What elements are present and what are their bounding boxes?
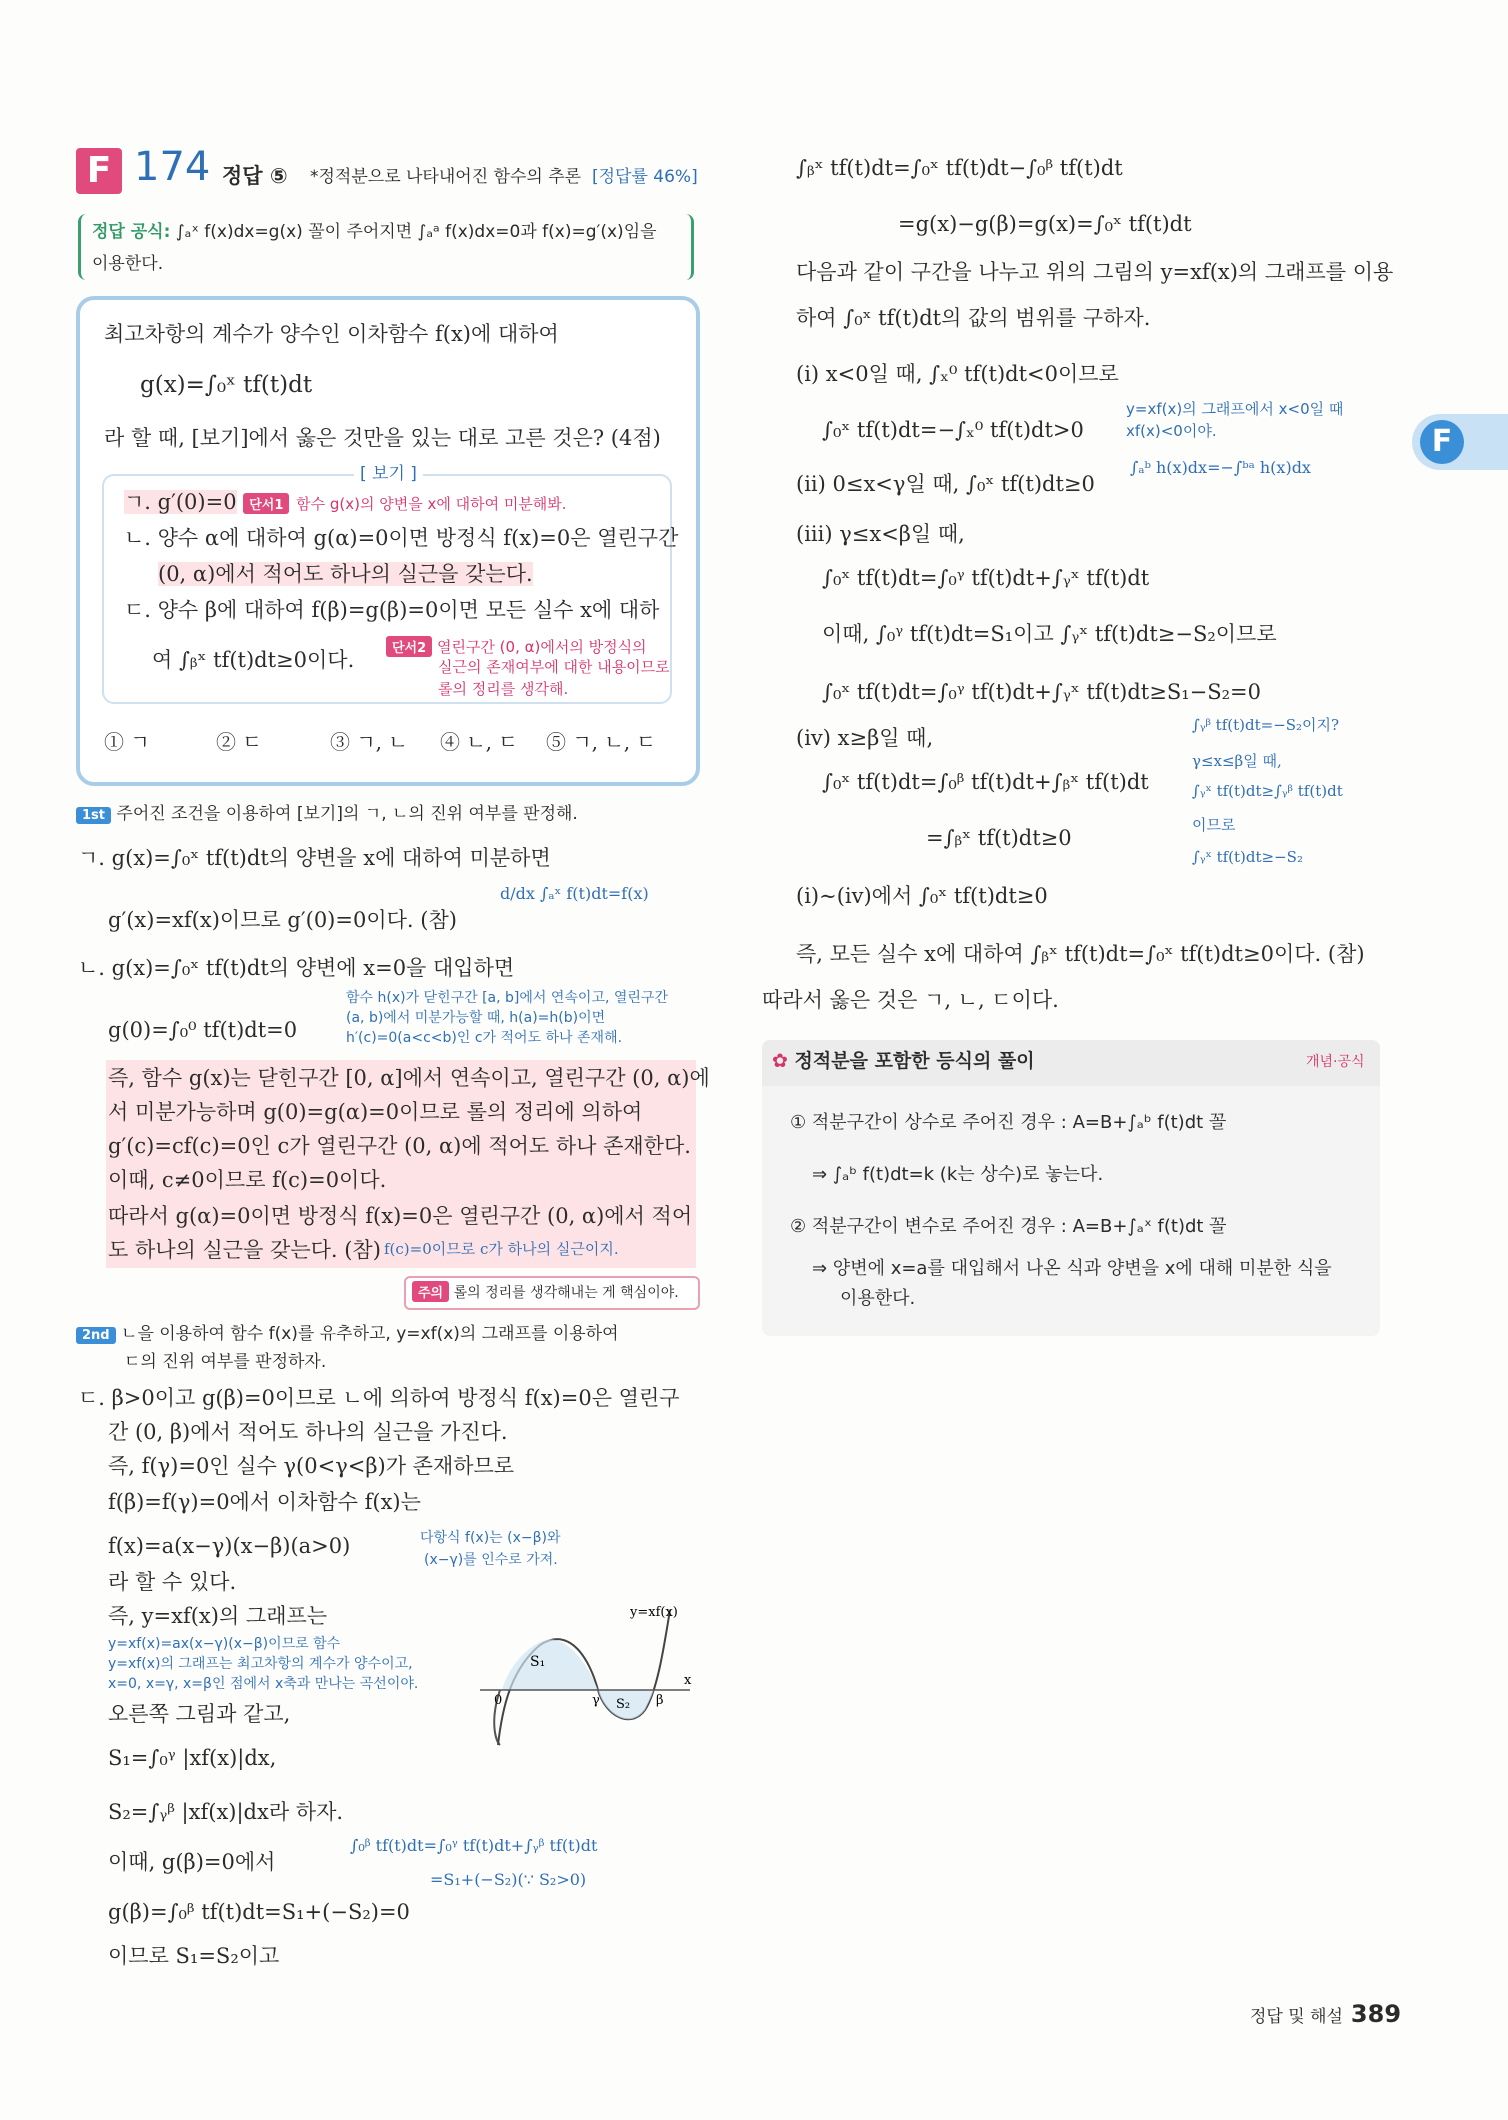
graph-origin: 0 [494,1693,503,1708]
hint2-line1 [386,636,647,657]
r7: (ii) 0≤x<γ일 때, ∫₀ˣ tf(t)dt≥0 [796,472,1095,496]
r12-note5: ∫ᵧˣ tf(t)dt≥−S₂ [1192,848,1303,866]
sol-c2: 간 (0, β)에서 적어도 하나의 실근을 가진다. [108,1420,508,1444]
graph-s2: S₂ [616,1697,631,1712]
sol-b7: 따라서 g(α)=0이면 방정식 f(x)=0은 열린구간 (0, α)에서 적어 [108,1204,693,1228]
sol-b4: 서 미분가능하며 g(0)=g(α)=0이므로 롤의 정리에 의하여 [108,1100,643,1124]
bogi-item3a: ㄷ. 양수 β에 대하여 f(β)=g(β)=0이면 모든 실수 x에 대하 [124,598,660,622]
sol-b5: g′(c)=cf(c)=0인 c가 열린구간 (0, α)에 적어도 하나 존재한다. [108,1134,691,1158]
rolle-note-3: h′(c)=0(a<c<b)인 c가 적어도 하나 존재해. [346,1030,623,1046]
concept-p2b: ⇒ 양변에 x=a를 대입해서 나온 식과 양변을 x에 대해 미분한 식을 [812,1258,1332,1279]
sol-c9: S₁=∫₀ᵞ |xf(x)|dx, [108,1746,277,1770]
r2: =g(x)−g(β)=g(x)=∫₀ˣ tf(t)dt [898,212,1192,236]
r12-note1: ∫ᵧᵝ tf(t)dt=−S₂이지? [1192,716,1340,734]
formula-text: ∫ₐˣ f(x)dx=g(x) 꼴이 주어지면 ∫ₐᵃ f(x)dx=0과 f(x)=g′(x)임을 [175,222,657,242]
r5-note1: y=xf(x)의 그래프에서 x<0일 때 [1126,400,1344,418]
sol-c8: 오른쪽 그림과 같고, [108,1702,291,1726]
bogi-item3b: 여 ∫ᵦˣ tf(t)dt≥0이다. [152,648,355,672]
hint2-tag: 단서2 [386,636,432,657]
r11: ∫₀ˣ tf(t)dt=∫₀ᵞ tf(t)dt+∫ᵧˣ tf(t)dt≥S₁−S₂=0 [822,680,1262,704]
sol-a2: g′(x)=xf(x)이므로 g′(0)=0이다. (참) [108,908,457,932]
hint1-tag: 단서1 [243,493,289,514]
graph-beta: β [656,1693,664,1708]
concept-title: 정적분을 포함한 등식의 풀이 [794,1050,1035,1072]
r16: 즉, 모든 실수 x에 대하여 ∫ᵦˣ tf(t)dt=∫₀ˣ tf(t)dt≥0이다. (참) [796,942,1365,966]
item2b-text: (0, α)에서 적어도 하나의 실근을 갖는다. [158,562,533,586]
r12: (iv) x≥β일 때, [796,726,934,750]
page-number: 389 [1350,2000,1402,2028]
r15: (i)∼(iv)에서 ∫₀ˣ tf(t)dt≥0 [796,884,1048,908]
choice-3: ③ ㄱ, ㄴ [330,730,408,754]
rolle-note-1: 함수 h(x)가 닫힌구간 [a, b]에서 연속이고, 열린구간 [346,990,668,1006]
step2-text2: ㄷ의 진위 여부를 판정하자. [124,1352,327,1372]
r13: ∫₀ˣ tf(t)dt=∫₀ᵝ tf(t)dt+∫ᵦˣ tf(t)dt [822,770,1149,794]
r6-note: ∫ₐᵇ h(x)dx=−∫ᵇᵃ h(x)dx [1130,458,1311,477]
hint1-text: 함수 g(x)의 양변을 x에 대하여 미분해봐. [296,495,567,513]
graph-x-axis: x [684,1673,692,1688]
sol-c1: ㄷ. β>0이고 g(β)=0이므로 ㄴ에 의하여 방정식 f(x)=0은 열린구 [78,1386,680,1410]
problem-letter-badge: F [76,148,122,194]
sol-b8-note: f(c)=0이므로 c가 하나의 실근이지. [384,1240,619,1258]
bogi-item1 [124,490,567,515]
r4: 하여 ∫₀ˣ tf(t)dt의 값의 범위를 구하자. [796,306,1151,330]
footer-label: 정답 및 해설 [1250,2007,1343,2027]
concept-p2: ② 적분구간이 변수로 주어진 경우 : A=B+∫ₐˣ f(t)dt 꼴 [790,1216,1227,1237]
caution-tag: 주의 [412,1281,449,1302]
formula-label: 정답 공식: [92,222,171,242]
cubic-graph [480,1600,700,1750]
hint2-text-b: 실근의 존재여부에 대한 내용이므로 [438,658,670,676]
choice-2: ② ㄷ [216,730,262,754]
sol-b3: 즉, 함수 g(x)는 닫힌구간 [0, α]에서 연속이고, 열린구간 (0, α)에 [108,1066,710,1090]
r12-note2: γ≤x≤β일 때, [1192,752,1282,770]
r9: ∫₀ˣ tf(t)dt=∫₀ᵞ tf(t)dt+∫ᵧˣ tf(t)dt [822,566,1150,590]
r12-note3: ∫ᵧˣ tf(t)dt≥∫ᵧᵝ tf(t)dt [1192,782,1343,800]
sol-b2: g(0)=∫₀⁰ tf(t)dt=0 [108,1018,298,1042]
r8: (iii) γ≤x<β일 때, [796,522,965,546]
problem-line3: 라 할 때, [보기]에서 옳은 것만을 있는 대로 고른 것은? (4점) [104,426,661,450]
sol-c4: f(β)=f(γ)=0에서 이차함수 f(x)는 [108,1490,421,1514]
problem-number: 174 [134,144,211,190]
sol-c11-note1: ∫₀ᵝ tf(t)dt=∫₀ᵞ tf(t)dt+∫ᵧᵝ tf(t)dt [350,1836,598,1855]
r5: (i) x<0일 때, ∫ₓ⁰ tf(t)dt<0이므로 [796,362,1119,386]
choice-1: ① ㄱ [104,730,150,754]
bogi-item2b [158,562,533,587]
sol-a1-note: d/dx ∫ₐˣ f(t)dt=f(x) [500,884,649,903]
choice-4: ④ ㄴ, ㄷ [440,730,518,754]
graph-note-1: y=xf(x)=ax(x−γ)(x−β)이므로 함수 [108,1636,341,1652]
sol-b1: ㄴ. g(x)=∫₀ˣ tf(t)dt의 양변에 x=0을 대입하면 [78,956,515,980]
sol-a1: ㄱ. g(x)=∫₀ˣ tf(t)dt의 양변을 x에 대하여 미분하면 [78,846,551,870]
concept-p1b: ⇒ ∫ₐᵇ f(t)dt=k (k는 상수)로 놓는다. [812,1164,1104,1185]
r17: 따라서 옳은 것은 ㄱ, ㄴ, ㄷ이다. [762,988,1059,1012]
graph-gamma: γ [592,1693,600,1708]
graph-s1: S₁ [530,1654,546,1670]
r10: 이때, ∫₀ᵞ tf(t)dt=S₁이고 ∫ᵧˣ tf(t)dt≥−S₂이므로 [822,622,1277,646]
concept-flower-icon: ✿ [772,1050,788,1072]
choice-5: ⑤ ㄱ, ㄴ, ㄷ [546,730,656,754]
hint2-text-a: 열린구간 (0, α)에서의 방정식의 [436,638,647,656]
concept-tag: 개념·공식 [1306,1054,1365,1070]
r6: ∫₀ˣ tf(t)dt=−∫ₓ⁰ tf(t)dt>0 [822,418,1084,442]
concept-p1: ① 적분구간이 상수로 주어진 경우 : A=B+∫ₐᵇ f(t)dt 꼴 [790,1112,1227,1133]
sol-c11: 이때, g(β)=0에서 [108,1850,276,1874]
r14: =∫ᵦˣ tf(t)dt≥0 [926,826,1072,850]
step2-text1: ㄴ을 이용하여 함수 f(x)를 유추하고, y=xf(x)의 그래프를 이용하여 [121,1324,619,1344]
sol-c5-note1: 다항식 f(x)는 (x−β)와 [420,1530,561,1546]
sol-c6: 라 할 수 있다. [108,1570,237,1594]
rolle-note-2: (a, b)에서 미분가능할 때, h(a)=h(b)이면 [346,1010,606,1026]
answer-label: 정답 ⑤ [222,164,288,188]
formula-text2: 이용한다. [92,254,164,274]
sol-c10: S₂=∫ᵧᵝ |xf(x)|dx라 하자. [108,1800,344,1824]
step2-tag: 2nd [76,1327,116,1344]
step1 [76,804,578,824]
sol-c7: 즉, y=xf(x)의 그래프는 [108,1604,328,1628]
bogi-title: [ 보기 ] [354,464,423,484]
item1-text: ㄱ. g′(0)=0 [124,490,237,514]
step1-tag: 1st [76,807,111,824]
bogi-item2a: ㄴ. 양수 α에 대하여 g(α)=0이면 방정식 f(x)=0은 열린구간 [124,526,679,550]
step1-text: 주어진 조건을 이용하여 [보기]의 ㄱ, ㄴ의 진위 여부를 판정해. [116,804,578,824]
graph-note-2: y=xf(x)의 그래프는 최고차항의 계수가 양수이고, [108,1656,413,1672]
sol-b6: 이때, c≠0이므로 f(c)=0이다. [108,1168,387,1192]
concept-p2c: 이용한다. [840,1288,916,1309]
sol-c3: 즉, f(γ)=0인 실수 γ(0<γ<β)가 존재하므로 [108,1454,515,1478]
r12-note4: 이므로 [1192,816,1236,834]
concept-title-line [772,1050,1035,1073]
step2 [76,1324,619,1344]
problem-line1: 최고차항의 계수가 양수인 이차함수 f(x)에 대하여 [104,322,559,346]
side-tab-letter: F [1420,420,1464,464]
page-footer [1250,2000,1401,2028]
sol-c13: 이므로 S₁=S₂이고 [108,1944,280,1968]
graph-curve-label: y=xf(x) [630,1605,678,1620]
r3: 다음과 같이 구간을 나누고 위의 그림의 y=xf(x)의 그래프를 이용 [796,260,1394,284]
sol-c12: g(β)=∫₀ᵝ tf(t)dt=S₁+(−S₂)=0 [108,1900,410,1924]
sol-c5-note2: (x−γ)를 인수로 가져. [424,1552,558,1568]
r5-note2: xf(x)<0이야. [1126,422,1217,440]
r1: ∫ᵦˣ tf(t)dt=∫₀ˣ tf(t)dt−∫₀ᵝ tf(t)dt [796,156,1123,180]
correct-rate: [정답률 46%] [592,167,698,187]
problem-line2: g(x)=∫₀ˣ tf(t)dt [140,372,313,398]
sol-c11-note2: =S₁+(−S₂)(∵ S₂>0) [430,1870,587,1889]
graph-note-3: x=0, x=γ, x=β인 점에서 x축과 만나는 곡선이야. [108,1676,419,1692]
formula-line [92,222,657,242]
hint2-text-c: 롤의 정리를 생각해. [438,680,569,698]
caution-line [412,1281,679,1302]
sol-c5: f(x)=a(x−γ)(x−β)(a>0) [108,1534,351,1558]
topic-label: *정적분으로 나타내어진 함수의 추론 [310,167,582,187]
highlight-block [106,1060,696,1268]
caution-text: 롤의 정리를 생각해내는 게 핵심이야. [453,1285,679,1301]
sol-b8: 도 하나의 실근을 갖는다. (참) [108,1238,381,1262]
